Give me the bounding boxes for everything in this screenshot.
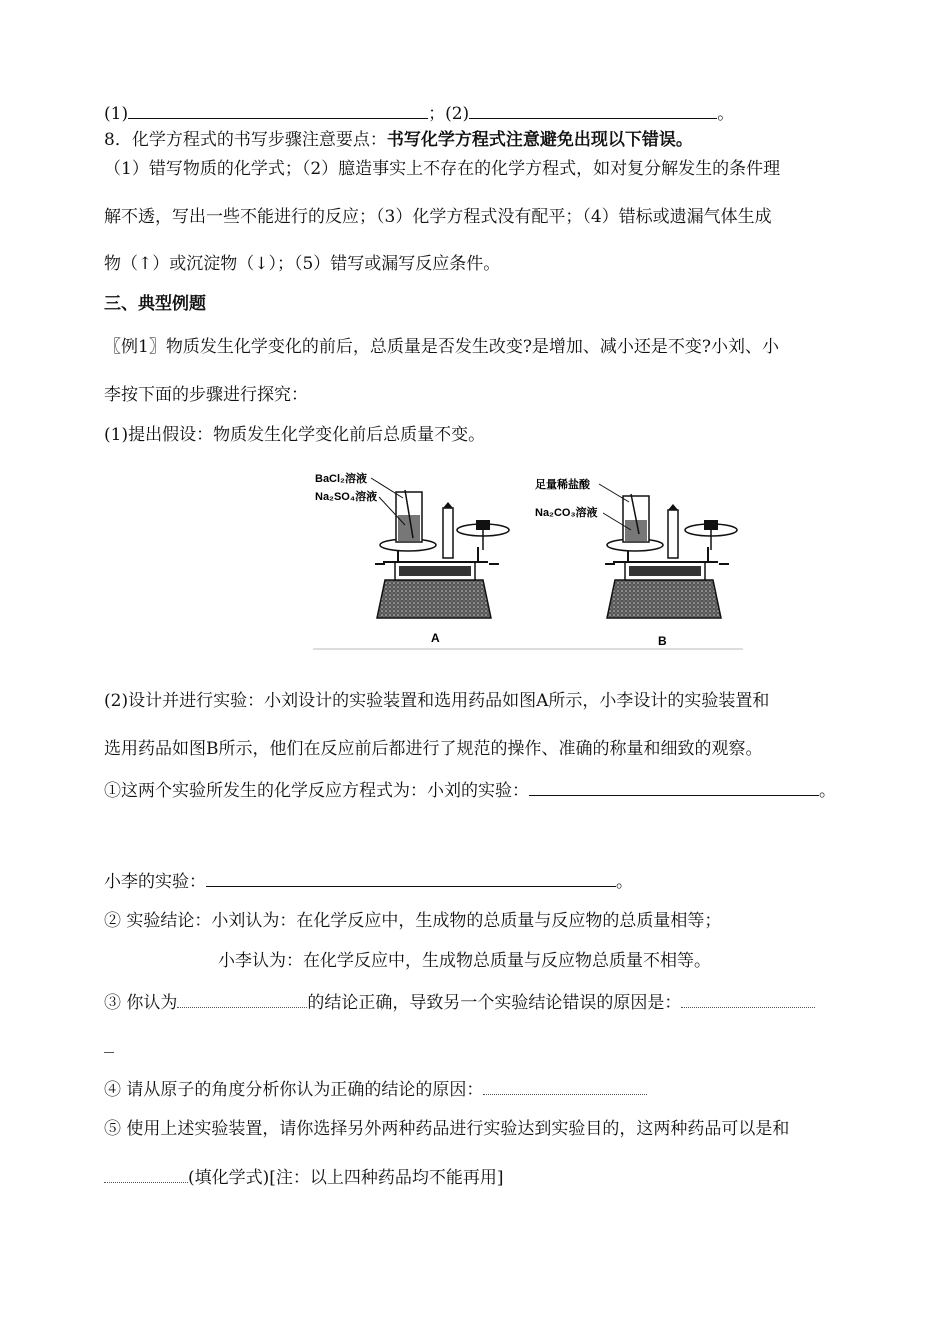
answer-blank-formula[interactable]	[104, 1166, 188, 1183]
q8-line-2: 解不透，写出一些不能进行的反应；（3）化学方程式没有配平；（4）错标或遗漏气体生成	[104, 207, 772, 227]
q5-text: (填化学式)[注：以上四种药品均不能再用]	[188, 1168, 504, 1188]
q8-line-1: （1）错写物质的化学式；（2）臆造事实上不存在的化学方程式，如对复分解发生的条件理	[104, 159, 781, 179]
q3-line	[104, 991, 815, 1014]
q3-text-b: 的结论正确，导致另一个实验结论错误的原因是：	[307, 993, 682, 1013]
example1-step-1: (1)提出假设：物质发生化学变化前后总质量不变。	[104, 425, 486, 445]
q8-heading-text: 8．化学方程式的书写步骤注意要点：	[104, 130, 387, 150]
q5-line-2	[104, 1166, 504, 1189]
q2-line-2: 小李认为：在化学反应中，生成物总质量与反应物总质量不相等。	[218, 951, 711, 971]
q8-heading	[104, 129, 693, 151]
answer-blank-reason-cont[interactable]	[104, 1052, 114, 1053]
caption-b: B	[658, 634, 667, 648]
answer-blank-1[interactable]	[128, 102, 428, 119]
q2-line-1: ② 实验结论：小刘认为：在化学反应中，生成物的总质量与反应物的总质量相等；	[104, 911, 722, 931]
answer-blank-atomic[interactable]	[483, 1078, 647, 1095]
q1-text: ①这两个实验所发生的化学反应方程式为：小刘的实验：	[104, 781, 529, 801]
blank-row-end: 。	[717, 104, 735, 124]
answer-blank-correct[interactable]	[177, 991, 307, 1008]
blank-label-1: (1)	[104, 104, 129, 124]
balance-a	[375, 490, 509, 618]
answer-blank-2[interactable]	[469, 102, 717, 119]
example1-line-1: 〖例1〗物质发生化学变化的前后，总质量是否发生改变?是增加、减小还是不变?小刘、小	[104, 337, 780, 357]
label-bacl2: BaCl₂溶液	[315, 473, 367, 485]
q1-line	[104, 779, 836, 802]
q1b-text: 小李的实验：	[104, 872, 206, 892]
q8-heading-bold: 书写化学方程式注意避免出现以下错误。	[386, 130, 693, 150]
answer-blank-xiaoli[interactable]	[206, 870, 616, 887]
balance-figure	[313, 470, 743, 650]
answer-blank-xiaoliu[interactable]	[529, 779, 819, 796]
section-title: 三、典型例题	[104, 294, 206, 314]
step-2-line-1: (2)设计并进行实验：小刘设计的实验装置和选用药品如图A所示，小李设计的实验装置和	[104, 691, 770, 711]
answer-blank-reason[interactable]	[681, 991, 815, 1008]
q3-text-a: ③ 你认为	[104, 993, 178, 1013]
q1-end: 。	[819, 781, 836, 801]
example1-line-2: 李按下面的步骤进行探究：	[104, 385, 308, 405]
q5-line-1: ⑤ 使用上述实验装置，请你选择另外两种药品进行实验达到实验目的，这两种药品可以是和	[104, 1119, 790, 1139]
q4-line	[104, 1078, 647, 1101]
caption-a: A	[431, 631, 440, 645]
q8-line-3: 物（↑）或沉淀物（↓）；（5）错写或漏写反应条件。	[104, 254, 501, 274]
step-2-line-2: 选用药品如图B所示，他们在反应前后都进行了规范的操作、准确的称量和细致的观察。	[104, 739, 763, 759]
label-na2co3: Na₂CO₃溶液	[535, 507, 598, 519]
blank-row	[104, 102, 734, 125]
label-na2so4: Na₂SO₄溶液	[315, 491, 378, 503]
blank-label-2: ；(2)	[428, 104, 470, 124]
q4-text: ④ 请从原子的角度分析你认为正确的结论的原因：	[104, 1080, 484, 1100]
label-hcl: 足量稀盐酸	[535, 479, 590, 491]
q1b-line	[104, 870, 633, 893]
balance-b	[605, 494, 737, 618]
q1b-end: 。	[616, 872, 633, 892]
